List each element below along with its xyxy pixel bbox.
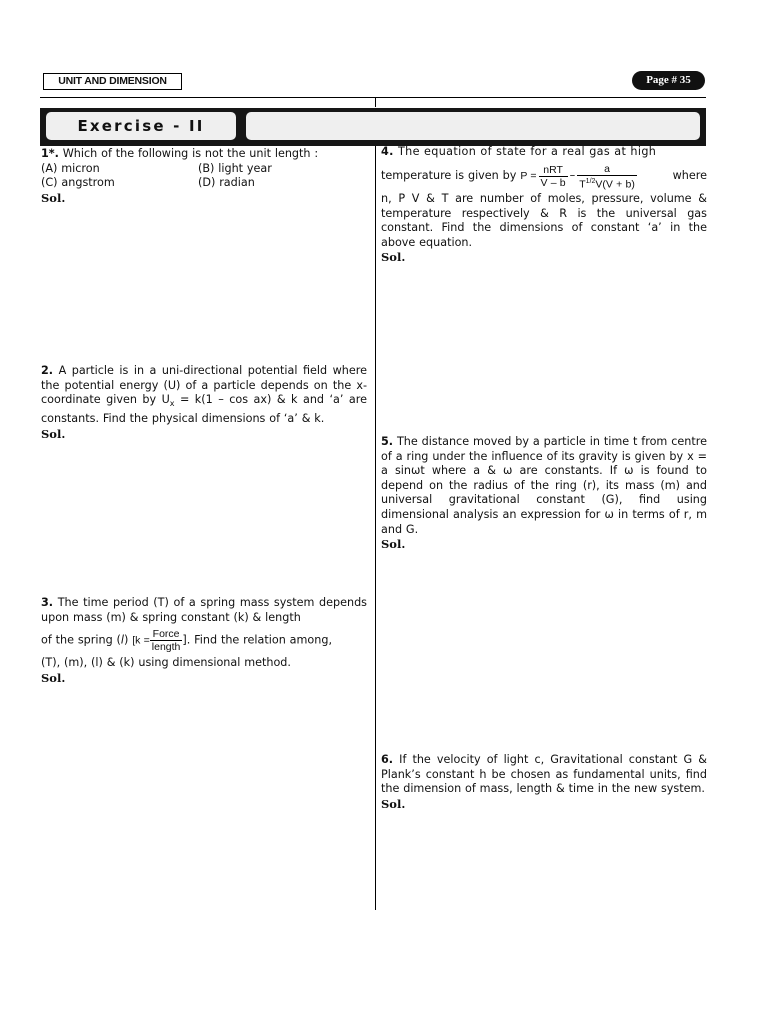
question-text-cont2: . Find the relation among, (186, 633, 333, 647)
minus-sign: – (569, 169, 576, 183)
question-2 (41, 364, 367, 441)
fraction-denominator: V – b (540, 176, 566, 189)
question-text-rest: n, P V & T are number of moles, pressure, volume & temperature respectively & R is the universal gas constant. Find the dimensions of constant ‘a’ in the above equation. (381, 192, 707, 249)
paren-close: ) (124, 633, 129, 647)
question-text-where: where (672, 169, 707, 183)
question-6 (381, 753, 707, 811)
den-t: T (579, 178, 586, 191)
question-number: 3. (41, 596, 54, 609)
question-number: 6. (381, 753, 394, 766)
question-text: The time period (T) of a spring mass system depends upon mass (m) & spring constant (k) & length (41, 596, 367, 624)
option-d: (D) radian (198, 176, 255, 190)
question-text: Which of the following is not the unit length : (62, 147, 319, 160)
column-divider (375, 146, 376, 910)
question-text-cont: = k(1 – cos ax) & k and ‘a’ are constants. Find the physical dimensions of ‘a’ & k. (41, 393, 367, 426)
subscript-x: x (169, 399, 175, 409)
sol-label: Sol. (41, 426, 66, 441)
question-number: 5. (381, 435, 394, 448)
header-rule (40, 97, 706, 98)
sol-label: Sol. (381, 796, 406, 811)
question-4 (381, 145, 707, 264)
question-text-line3: (T), (m), (l) & (k) using dimensional method. (41, 656, 291, 670)
sol-label: Sol. (41, 670, 66, 685)
sol-label: Sol. (381, 537, 406, 552)
fraction-denominator: length (151, 641, 181, 654)
header-tick (375, 97, 376, 107)
option-a: (A) micron (41, 161, 100, 175)
question-5 (381, 435, 707, 551)
question-number: 2. (41, 364, 54, 377)
symbol-l: l (120, 633, 125, 647)
exercise-title: Exercise - II (46, 112, 236, 140)
exercise-banner-blank (246, 112, 700, 140)
den-v: V(V + b) (595, 178, 635, 191)
chapter-label: UNIT AND DIMENSION (43, 73, 182, 90)
question-text: The equation of state for a real gas at high (397, 145, 657, 158)
question-3 (41, 596, 367, 685)
fraction-numerator: a (577, 163, 637, 176)
fraction-numerator: Force (150, 628, 183, 641)
p-equation: P = (520, 170, 537, 183)
fraction-denominator (577, 176, 637, 191)
question-1 (41, 147, 369, 205)
question-text: If the velocity of light c, Gravitational constant G & Plank’s constant h be chosen as fundamental units, find the dimension of mass, length & time in the new system. (381, 753, 707, 796)
force-length-fraction (150, 628, 183, 653)
option-b: (B) light year (198, 161, 272, 175)
page-number-badge: Page # 35 (632, 71, 705, 90)
nrt-fraction (539, 164, 568, 189)
bracket-close: ] (182, 633, 187, 647)
question-text: A particle is in a uni-directional potential field where the potential energy (U) of a particle depends on the x-coordinate given by U (41, 364, 367, 407)
question-text-cont: of the spring ( (41, 633, 121, 647)
question-text: The distance moved by a particle in time t from centre of a ring under the influence of its gravity is given by x = a sinωt where a & ω are constants. If ω is found to depend on the radius of the ring (r), its mass (m) and universal gravitational constant (G), find using dimensional analysis an expression for ω in terms of r, m and G. (381, 435, 707, 536)
k-equation: [k = (132, 634, 150, 647)
question-number: 4. (381, 145, 394, 158)
sol-label: Sol. (381, 250, 406, 265)
den-sup: 1/2 (585, 177, 596, 185)
option-c: (C) angstrom (41, 176, 115, 190)
a-fraction (577, 163, 637, 191)
sol-label: Sol. (41, 190, 66, 205)
fraction-numerator: nRT (539, 164, 568, 177)
question-text-cont: temperature is given by (381, 169, 517, 183)
question-number: 1*. (41, 147, 59, 160)
